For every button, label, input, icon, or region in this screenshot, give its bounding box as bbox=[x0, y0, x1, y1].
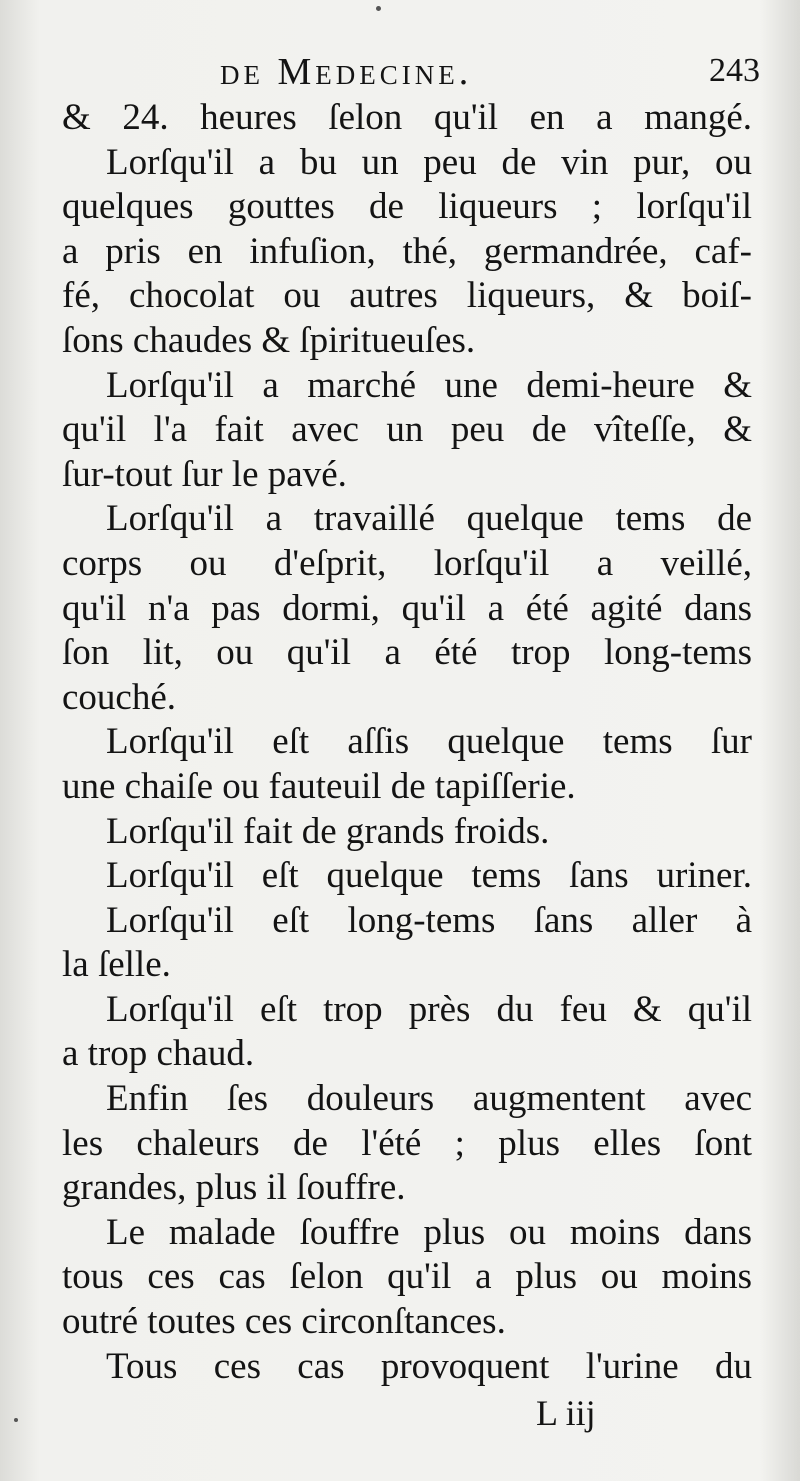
ink-speck bbox=[376, 6, 381, 11]
text-line: corps ou d'eſprit, lorſqu'il a veillé, bbox=[62, 542, 752, 584]
text-line: fé, chocolat ou autres liqueurs, & boiſ- bbox=[62, 275, 752, 317]
text-line: la ſelle. bbox=[62, 944, 171, 986]
text-line: Lorſqu'il a marché une demi-heure & bbox=[106, 364, 752, 406]
text-line: les chaleurs de l'été ; plus elles ſont bbox=[62, 1122, 752, 1164]
text-line: Lorſqu'il a travaillé quelque tems de bbox=[106, 498, 752, 540]
page-number: 243 bbox=[709, 52, 760, 89]
text-line: & 24. heures ſelon qu'il en a mangé. bbox=[62, 97, 752, 138]
page-body bbox=[62, 96, 752, 1389]
page-header bbox=[220, 48, 770, 98]
text-line: Lorſqu'il a bu un peu de vin pur, ou bbox=[106, 141, 752, 183]
text-line: Lorſqu'il eſt quelque tems ſans uriner. bbox=[106, 855, 752, 897]
signature-mark: L iij bbox=[536, 1393, 596, 1433]
text-line: tous ces cas ſelon qu'il a plus ou moins bbox=[62, 1256, 752, 1298]
running-title: de Medecine. bbox=[220, 51, 473, 93]
text-line: couché. bbox=[62, 676, 177, 718]
text-line: a pris en infuſion, thé, germandrée, caf- bbox=[62, 230, 752, 272]
text-line: Lorſqu'il eſt trop près du feu & qu'il bbox=[106, 988, 752, 1030]
ink-speck bbox=[14, 1418, 18, 1422]
text-line: une chaiſe ou fauteuil de tapiſſerie. bbox=[62, 765, 576, 807]
text-line: ſons chaudes & ſpiritueuſes. bbox=[62, 319, 476, 361]
text-line: ſur-tout ſur le pavé. bbox=[62, 453, 347, 495]
text-line: Le malade ſouffre plus ou moins dans bbox=[106, 1211, 752, 1253]
text-line: qu'il n'a pas dormi, qu'il a été agité dans bbox=[62, 587, 752, 629]
text-line: ſon lit, ou qu'il a été trop long-tems bbox=[62, 632, 752, 674]
text-line: Enfin ſes douleurs augmentent avec bbox=[106, 1078, 752, 1120]
text-line: grandes, plus il ſouffre. bbox=[62, 1167, 406, 1209]
text-line: a trop chaud. bbox=[62, 1033, 255, 1075]
text-line: qu'il l'a fait avec un peu de vîteſſe, & bbox=[62, 409, 752, 451]
text-line: Tous ces cas provoquent l'urine du bbox=[106, 1345, 752, 1387]
text-line: outré toutes ces circonſtances. bbox=[62, 1301, 506, 1343]
text-line: Lorſqu'il eſt long-tems ſans aller à bbox=[106, 899, 752, 941]
text-line: Lorſqu'il eſt aſſis quelque tems ſur bbox=[106, 721, 752, 763]
text-line: Lorſqu'il fait de grands froids. bbox=[106, 810, 550, 852]
text-line: quelques gouttes de liqueurs ; lorſqu'il bbox=[62, 186, 752, 228]
